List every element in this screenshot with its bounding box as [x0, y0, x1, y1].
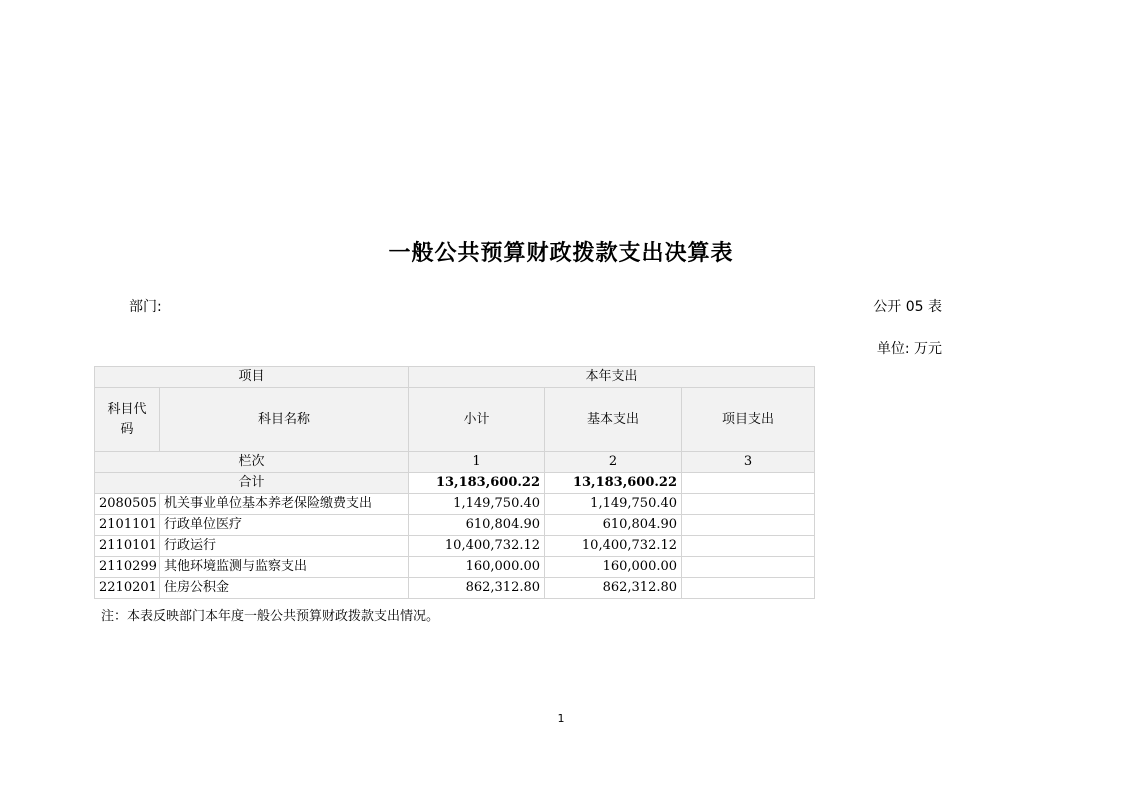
department-label: 部门:: [129, 299, 162, 315]
row-name: 行政单位医疗: [160, 515, 409, 536]
total-label: 合计: [95, 473, 409, 494]
table-row: [95, 557, 815, 578]
page-title: 一般公共预算财政拨款支出决算表: [388, 241, 734, 266]
header-basic: 基本支出: [545, 388, 682, 452]
header-name: 科目名称: [160, 388, 409, 452]
row-basic: 862,312.80: [545, 578, 682, 599]
index-2: 2: [545, 452, 682, 473]
header-expense-group: 本年支出: [409, 367, 815, 388]
row-basic: 1,149,750.40: [545, 494, 682, 515]
expenditure-table: [94, 366, 815, 599]
table-note: 注：本表反映部门本年度一般公共预算财政拨款支出情况。: [101, 609, 440, 624]
row-basic: 610,804.90: [545, 515, 682, 536]
row-basic: 10,400,732.12: [545, 536, 682, 557]
row-project: [682, 515, 815, 536]
row-name: 其他环境监测与监察支出: [160, 557, 409, 578]
index-row: [95, 452, 815, 473]
row-code: 2101101: [95, 515, 160, 536]
header-code: 科目代码: [95, 388, 160, 452]
row-subtotal: 610,804.90: [409, 515, 545, 536]
index-1: 1: [409, 452, 545, 473]
row-subtotal: 10,400,732.12: [409, 536, 545, 557]
row-project: [682, 494, 815, 515]
row-name: 行政运行: [160, 536, 409, 557]
row-project: [682, 578, 815, 599]
header-project-group: 项目: [95, 367, 409, 388]
form-number: 公开 05 表: [873, 299, 942, 315]
row-project: [682, 557, 815, 578]
row-code: 2210201: [95, 578, 160, 599]
row-subtotal: 862,312.80: [409, 578, 545, 599]
row-subtotal: 1,149,750.40: [409, 494, 545, 515]
index-label: 栏次: [95, 452, 409, 473]
total-basic: 13,183,600.22: [545, 473, 682, 494]
table-row: [95, 536, 815, 557]
index-3: 3: [682, 452, 815, 473]
table-row: [95, 578, 815, 599]
table-row: [95, 494, 815, 515]
row-project: [682, 536, 815, 557]
total-row: [95, 473, 815, 494]
total-subtotal: 13,183,600.22: [409, 473, 545, 494]
page-number: 1: [557, 712, 565, 725]
row-code: 2080505: [95, 494, 160, 515]
table-row: [95, 515, 815, 536]
total-project: [682, 473, 815, 494]
header-project: 项目支出: [682, 388, 815, 452]
header-row-group: [95, 367, 815, 388]
row-basic: 160,000.00: [545, 557, 682, 578]
row-name: 住房公积金: [160, 578, 409, 599]
header-subtotal: 小计: [409, 388, 545, 452]
row-name: 机关事业单位基本养老保险缴费支出: [160, 494, 409, 515]
header-row-columns: [95, 388, 815, 452]
row-subtotal: 160,000.00: [409, 557, 545, 578]
row-code: 2110299: [95, 557, 160, 578]
row-code: 2110101: [95, 536, 160, 557]
unit-label: 单位: 万元: [876, 341, 942, 357]
